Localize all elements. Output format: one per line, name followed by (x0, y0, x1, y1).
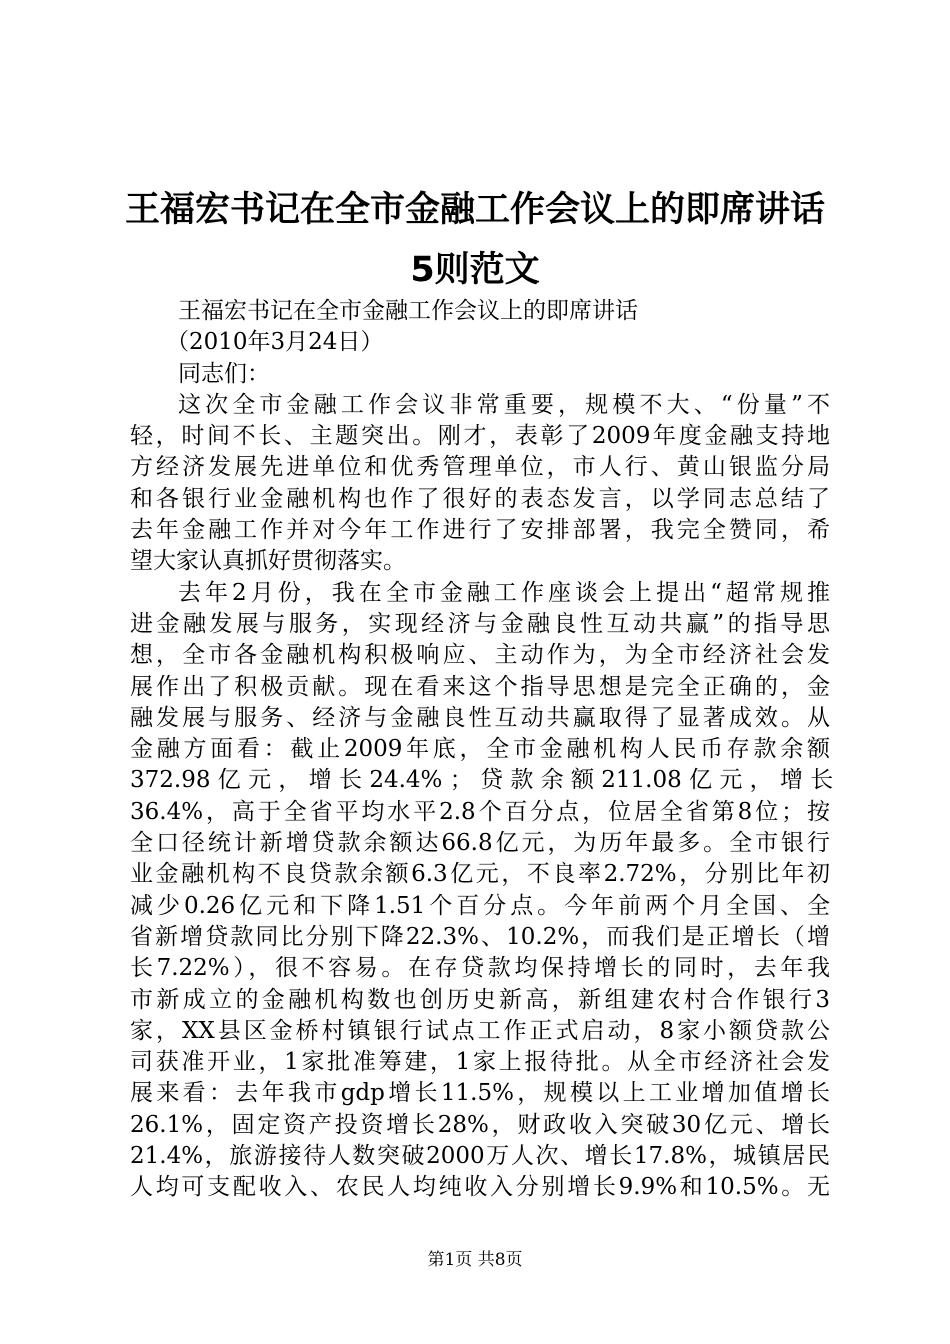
paragraph-line: 市新成立的金融机构数也创历史新高，新组建农村合作银行3 (130, 986, 830, 1013)
paragraph-line: 去年金融工作并对今年工作进行了安排部署，我完全赞同，希 (130, 517, 830, 544)
speech-date: （2010年3月24日） (166, 329, 384, 356)
paragraph-line: 司获准开业，1家批准筹建，1家上报待批。从全市经济社会发 (130, 1049, 830, 1076)
document-body (130, 296, 834, 1204)
paragraph-line: 去年2月份，我在全市金融工作座谈会上提出“超常规推 (178, 579, 830, 606)
paragraph-line: 21.4%，旅游接待人数突破2000万人次、增长17.8%，城镇居民 (130, 1143, 830, 1170)
document-title-line-1: 王福宏书记在全市金融工作会议上的即席讲话 (124, 190, 825, 230)
paragraph-line: 26.1%，固定资产投资增长28%，财政收入突破30亿元、增长 (130, 1111, 830, 1138)
paragraph-line: 展作出了积极贡献。现在看来这个指导思想是完全正确的，金 (130, 673, 830, 700)
document-title-line-2: 5则范文 (410, 250, 540, 290)
paragraph-line: 展来看：去年我市gdp增长11.5%，规模以上工业增加值增长 (130, 1080, 830, 1107)
paragraph-line: 人均可支配收入、农民人均纯收入分别增长9.9%和10.5%。无 (130, 1174, 830, 1201)
paragraph-line: 这次全市金融工作会议非常重要，规模不大、“份量”不 (178, 391, 830, 418)
paragraph-line: 长7.22%），很不容易。在存贷款均保持增长的同时，去年我 (130, 955, 830, 982)
paragraph-line: 业金融机构不良贷款余额6.3亿元，不良率2.72%，分别比年初 (130, 861, 830, 888)
speech-greeting: 同志们： (178, 360, 270, 387)
paragraph-line: 望大家认真抓好贯彻落实。 (130, 548, 406, 575)
paragraph-line: 省新增贷款同比分别下降22.3%、10.2%，而我们是正增长（增 (130, 923, 830, 950)
paragraph-line: 方经济发展先进单位和优秀管理单位，市人行、黄山银监分局 (130, 454, 830, 481)
paragraph-line: 进金融发展与服务，实现经济与金融良性互动共赢”的指导思 (130, 610, 830, 637)
paragraph-line: 金融方面看：截止2009年底，全市金融机构人民币存款余额 (130, 736, 830, 763)
paragraph-line: 融发展与服务、经济与金融良性互动共赢取得了显著成效。从 (130, 704, 830, 731)
paragraph-line: 和各银行业金融机构也作了很好的表态发言，以学同志总结了 (130, 485, 830, 512)
paragraph-line: 想，全市各金融机构积极响应、主动作为，为全市经济社会发 (130, 642, 830, 669)
paragraph-line: 轻，时间不长、主题突出。刚才，表彰了2009年度金融支持地 (130, 423, 830, 450)
page-number-footer: 第1页 共8页 (427, 1250, 523, 1270)
paragraph-line: 36.4%，高于全省平均水平2.8个百分点，位居全省第8位；按 (130, 798, 830, 825)
paragraph-line: 减少0.26亿元和下降1.51个百分点。今年前两个月全国、全 (130, 892, 830, 919)
speech-subtitle: 王福宏书记在全市金融工作会议上的即席讲话 (178, 298, 638, 324)
paragraph-line: 全口径统计新增贷款余额达66.8亿元，为历年最多。全市银行 (130, 830, 830, 857)
paragraph-line: 家，XX县区金桥村镇银行试点工作正式启动，8家小额贷款公 (130, 1017, 830, 1044)
paragraph-line: 372.98 亿 元 ， 增 长 24.4% ； 贷 款 余 额 211.08 亿 元 ， 增 长 (130, 767, 834, 794)
